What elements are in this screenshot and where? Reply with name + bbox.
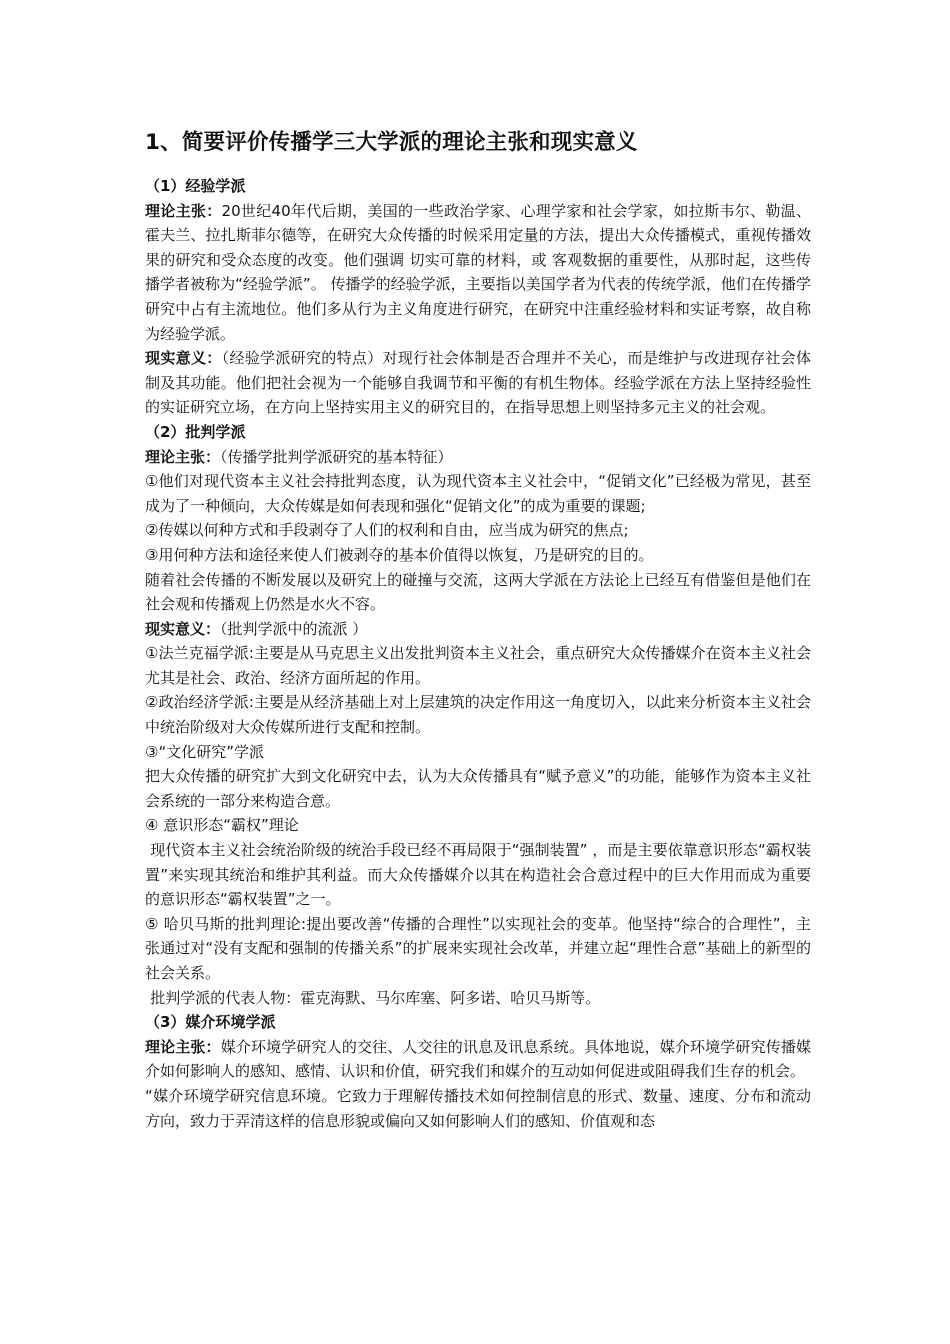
list-item: ②传媒以何种方式和手段剥夺了人们的权利和自由，应当成为研究的焦点; bbox=[145, 521, 629, 540]
list-item: ①法兰克福学派:主要是从马克思主义出发批判资本主义社会，重点研究大众传播媒介在资本主义社会尤其是社会、政治、经济方面所起的作用。 bbox=[145, 644, 811, 687]
paragraph bbox=[145, 199, 811, 347]
section-heading-empirical: （1）经验学派 bbox=[145, 177, 246, 195]
paragraph bbox=[145, 617, 811, 642]
label-theory: 理论主张： bbox=[145, 201, 222, 220]
section-heading-critical: （2）批判学派 bbox=[145, 422, 246, 441]
label-theory: 理论主张： bbox=[145, 447, 221, 466]
label-significance: 现实意义： bbox=[145, 619, 221, 638]
document-page bbox=[145, 128, 811, 1133]
paragraph-text: 媒介环境学研究人的交往、人交往的讯息及讯息系统。具体地说，媒介环境学研究传播媒介如何影响人的感知、感情、认识和价值，研究我们和媒介的互动如何促进或阻碍我们生存的机会。 bbox=[145, 1037, 811, 1081]
page-title: 1、简要评价传播学三大学派的理论主张和现实意义 bbox=[145, 130, 638, 155]
list-item: ③“文化研究”学派 bbox=[145, 742, 264, 761]
paragraph: 把大众传播的研究扩大到文化研究中去，认为大众传播具有“赋予意义”的功能，能够作为资本主义社会系统的一部分来构造合意。 bbox=[145, 767, 811, 810]
label-significance: 现实意义： bbox=[145, 349, 222, 368]
paragraph: 现代资本主义社会统治阶级的统治手段已经不再局限于“强制装置” ，而是主要依靠意识形态“霸权装置”来实现其统治和维护其利益。而大众传播媒介以其在构造社会合意过程中的巨大作用而成为重要的意识形态“霸权装置”之一。 bbox=[145, 841, 811, 909]
paragraph bbox=[145, 445, 811, 470]
list-item: ③用何种方法和途径来使人们被剥夺的基本价值得以恢复，乃是研究的目的。 bbox=[145, 545, 654, 564]
paragraph: 随着社会传播的不断发展以及研究上的碰撞与交流，这两大学派在方法论上已经互有借鉴但是他们在社会观和传播观上仍然是水火不容。 bbox=[145, 570, 811, 614]
section-heading-media-ecology: （3）媒介环境学派 bbox=[145, 1013, 276, 1032]
list-item: ②政治经济学派:主要是从经济基础上对上层建筑的决定作用这一角度切入，以此来分析资本主义社会中统治阶级对大众传媒所进行支配和控制。 bbox=[145, 693, 811, 737]
paragraph-text: （经验学派研究的特点）对现行社会体制是否合理并不关心，而是维护与改进现存社会体制及其功能。他们把社会视为一个能够自我调节和平衡的有机生物体。经验学派在方法上坚持经验性的实证研究立场，在方向上坚持实用主义的研究目的，在指导思想上则坚持多元主义的社会观。 bbox=[145, 349, 811, 417]
list-item: ④ 意识形态“霸权”理论 bbox=[145, 816, 299, 835]
list-item: ①他们对现代资本主义社会持批判态度，认为现代资本主义社会中，“促销文化”已经极为常见，甚至成为了一种倾向，大众传媒是如何表现和强化“促销文化”的成为重要的课题; bbox=[145, 472, 811, 515]
paragraph: “媒介环境学研究信息环境。它致力于理解传播技术如何控制信息的形式、数量、速度、分布和流动方向，致力于弄清这样的信息形貌或偏向又如何影响人们的感知、价值观和态 bbox=[145, 1086, 811, 1130]
paragraph-text: 20世纪40年代后期，美国的一些政治学家、心理学家和社会学家，如拉斯韦尔、勒温、霍夫兰、拉扎斯菲尔德等，在研究大众传播的时候采用定量的方法，提出大众传播模式，重视传播效果的研究和受众态度的改变。他们强调 切实可靠的材料，或 客观数据的重要性，从那时起，这些传播学者被称为“经验学派”。 传播学的经验学派，主要指以美国学者为代表的传统学派，他们在传播学研究中占有主流地位。他们多从行为主义角度进行研究，在研究中注重经验材料和实证考察，故自称为经验学派。 bbox=[145, 201, 811, 343]
paragraph: 批判学派的代表人物：霍克海默、马尔库塞、阿多诺、哈贝马斯等。 bbox=[150, 988, 601, 1007]
paragraph bbox=[145, 1035, 811, 1084]
paragraph bbox=[145, 346, 811, 420]
paragraph-text: （批判学派中的流派 ） bbox=[220, 619, 368, 638]
list-item: ⑤ 哈贝马斯的批判理论:提出要改善“传播的合理性”以实现社会的变革。他坚持“综合的合理性”，主张通过对“没有支配和强制的传播关系”的扩展来实现社会改革，并建立起“理性合意”基础上的新型的社会关系。 bbox=[145, 914, 811, 982]
label-theory: 理论主张： bbox=[145, 1037, 221, 1056]
paragraph-text: （传播学批判学派研究的基本特征） bbox=[220, 447, 453, 466]
